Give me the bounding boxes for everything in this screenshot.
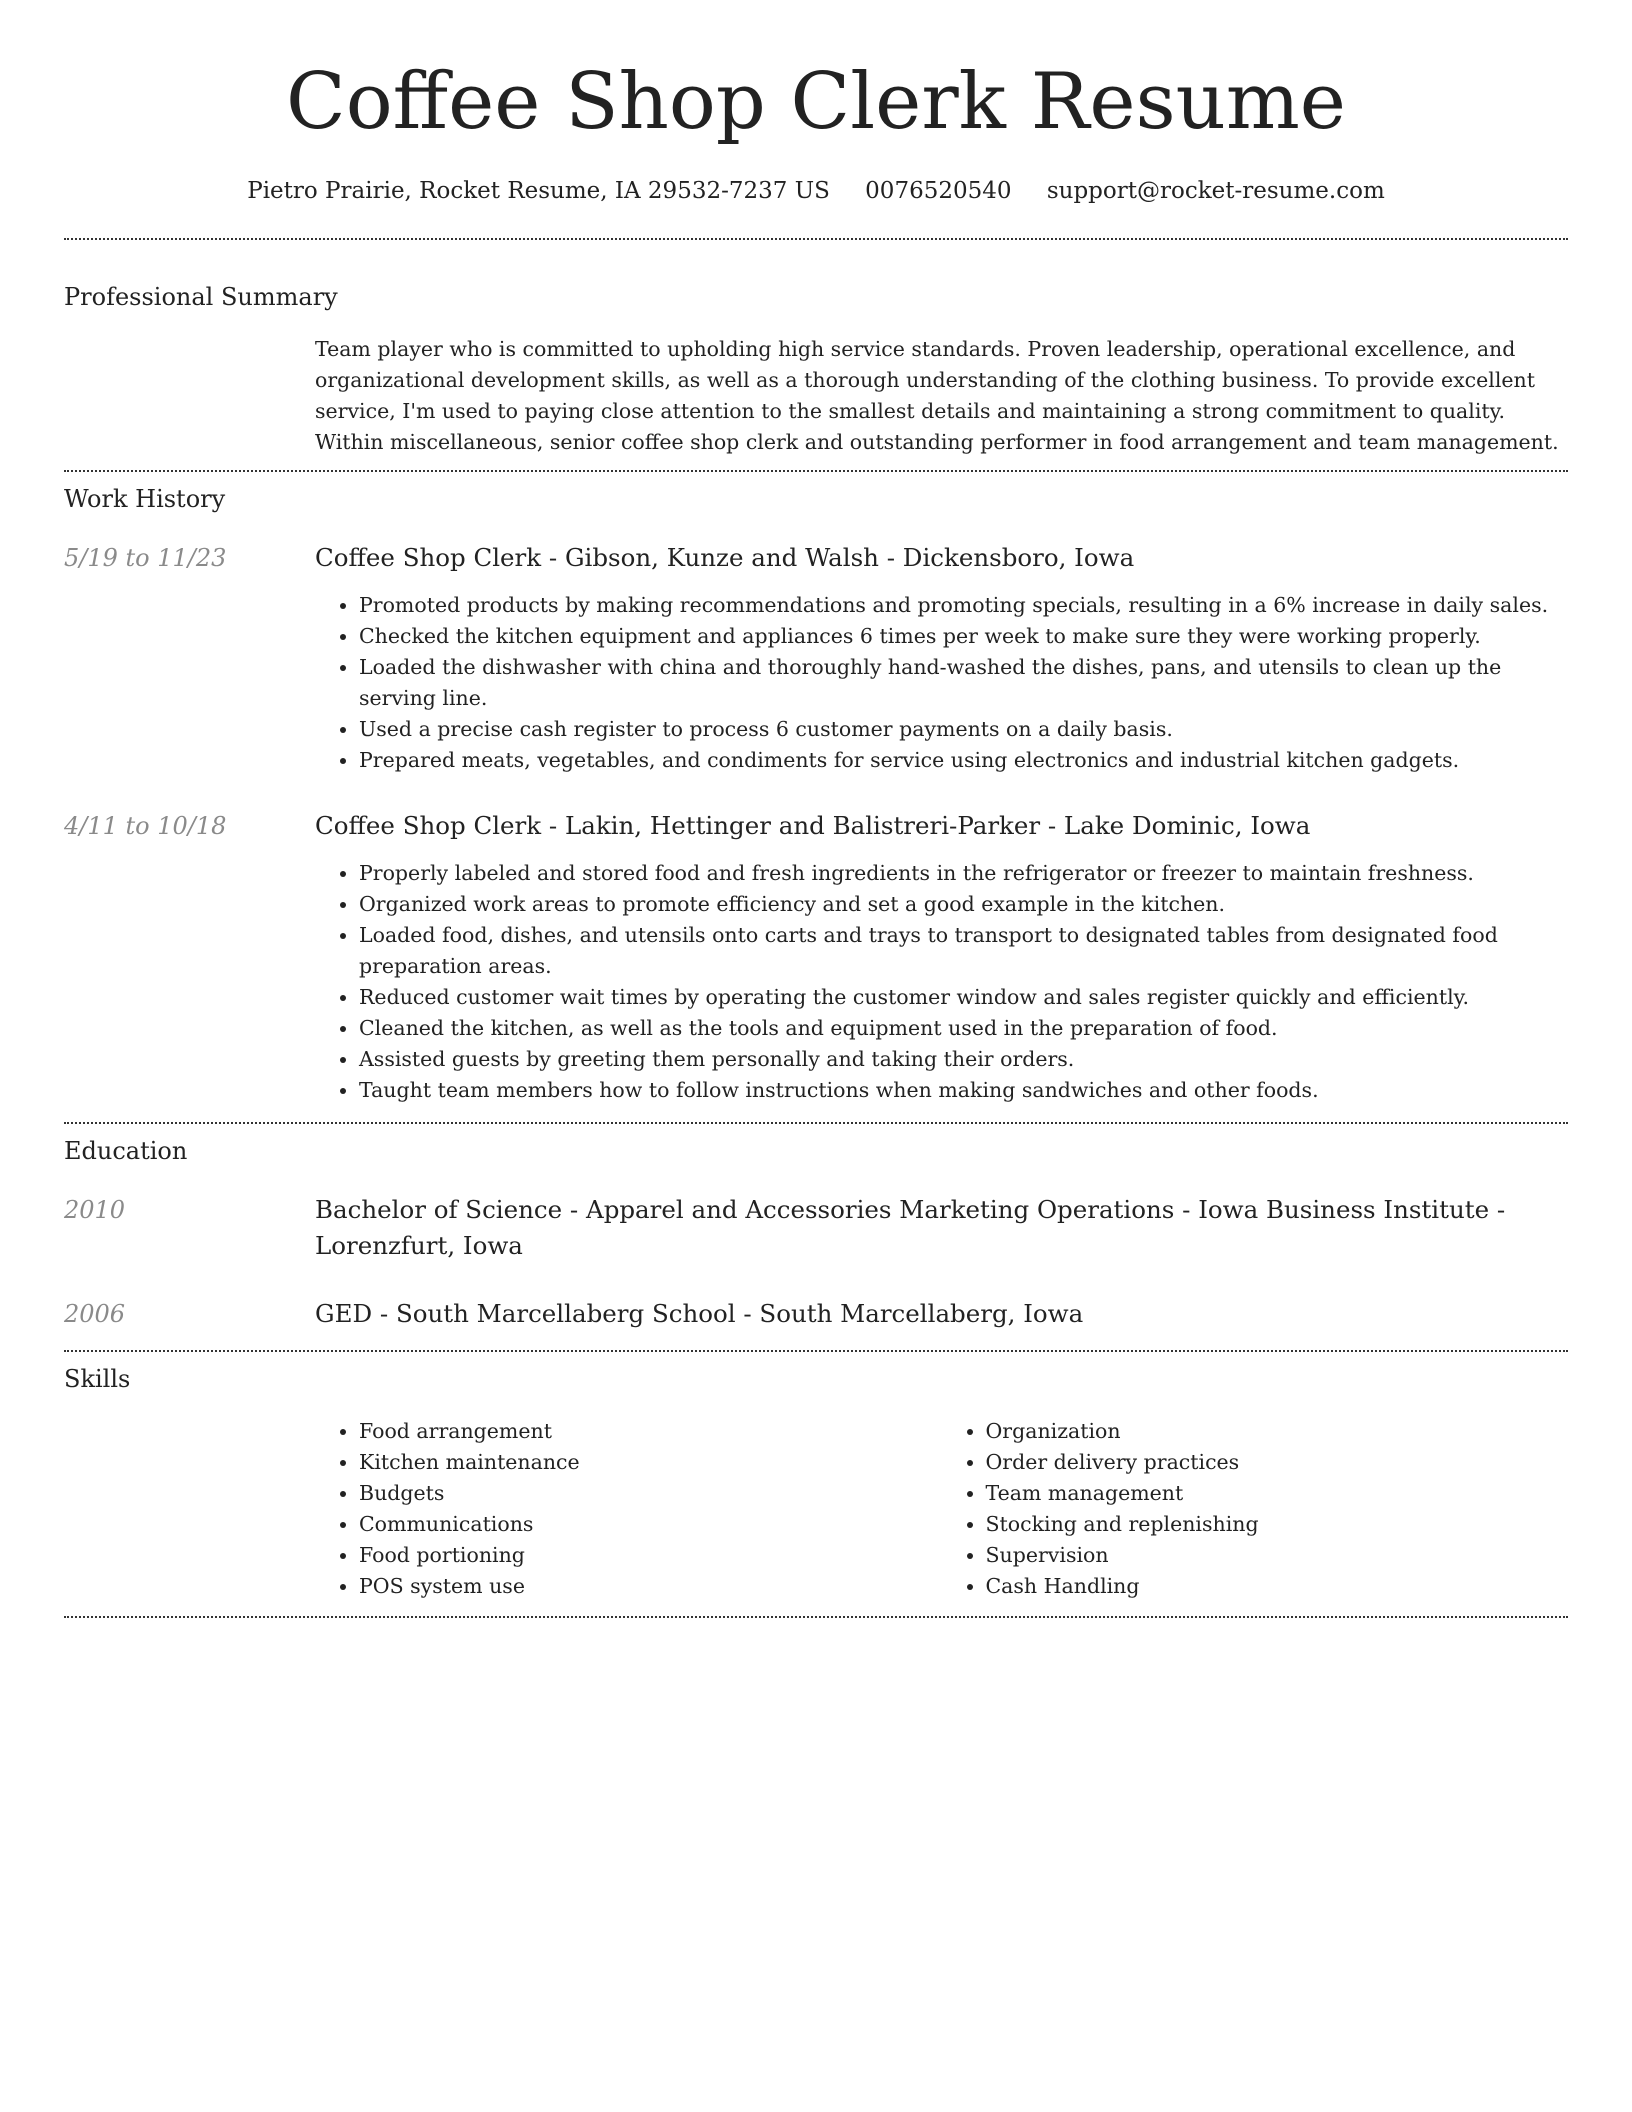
job-title: Coffee Shop Clerk - Gibson, Kunze and Walsh - Dickensboro, Iowa: [315, 543, 1135, 572]
job-entry: [64, 540, 1568, 776]
summary-text: Team player who is committed to upholding high service standards. Proven leadership, operational excellence, and organizational development skills, as well as a thorough understanding of the clothing business. To provide excellent service, I'm used to paying close attention to the smallest details and maintaining a strong commitment to quality. Within miscellaneous, senior coffee shop clerk and outstanding performer in food arrangement and team management.: [315, 337, 1559, 454]
education-body: [315, 1192, 1568, 1264]
skill-item: • Food portioning: [359, 1540, 942, 1571]
skill-item: • Budgets: [359, 1478, 942, 1509]
skill-item: • Organization: [986, 1416, 1569, 1447]
education-degree: Bachelor of Science - Apparel and Accessories Marketing Operations - Iowa Business Institute - Lorenzfurt, Iowa: [315, 1195, 1506, 1260]
job-bullet: • Cleaned the kitchen, as well as the tools and equipment used in the preparation of food.: [359, 1013, 1568, 1044]
section-title-summary: Professional Summary: [64, 283, 338, 311]
skill-item: • Stocking and replenishing: [986, 1509, 1569, 1540]
job-title: Coffee Shop Clerk - Lakin, Hettinger and Balistreri-Parker - Lake Dominic, Iowa: [315, 811, 1311, 840]
job-bullet: • Checked the kitchen equipment and appliances 6 times per week to make sure they were working properly.: [359, 621, 1568, 652]
job-dates: 4/11 to 10/18: [64, 812, 227, 840]
work-history-section: [64, 472, 1568, 1122]
skill-item: • Food arrangement: [359, 1416, 942, 1447]
contact-phone: 0076520540: [865, 178, 1012, 204]
job-body: [315, 808, 1568, 1106]
section-title-education: Education: [64, 1137, 188, 1165]
professional-summary-section: [64, 240, 1568, 470]
resume-header: [64, 0, 1568, 208]
skill-item: • Order delivery practices: [986, 1447, 1569, 1478]
skills-list-left: [315, 1416, 942, 1602]
skill-item: • Communications: [359, 1509, 942, 1540]
section-title-skills: Skills: [64, 1365, 131, 1393]
section-title-work: Work History: [64, 485, 226, 513]
skill-item: • Kitchen maintenance: [359, 1447, 942, 1478]
job-bullet: • Promoted products by making recommendations and promoting specials, resulting in a 6% increase in daily sales.: [359, 590, 1568, 621]
job-bullet: • Reduced customer wait times by operating the customer window and sales register quickly and efficiently.: [359, 982, 1568, 1013]
job-bullet: • Organized work areas to promote efficiency and set a good example in the kitchen.: [359, 889, 1568, 920]
education-year: 2006: [64, 1300, 126, 1328]
job-dates: 5/19 to 11/23: [64, 544, 227, 572]
education-entry: [64, 1192, 1568, 1264]
job-bullet: • Used a precise cash register to process 6 customer payments on a daily basis.: [359, 714, 1568, 745]
contact-email: support@rocket-resume.com: [1046, 178, 1385, 204]
skill-item: • Team management: [986, 1478, 1569, 1509]
education-entry: [64, 1296, 1568, 1332]
contact-address: Pietro Prairie, Rocket Resume, IA 29532-7237 US: [247, 178, 830, 204]
skill-item: • Cash Handling: [986, 1571, 1569, 1602]
job-bullets: [315, 590, 1568, 776]
skill-item: • POS system use: [359, 1571, 942, 1602]
skill-item: • Supervision: [986, 1540, 1569, 1571]
education-section: [64, 1124, 1568, 1350]
skills-section: [64, 1352, 1568, 1616]
job-bullet: • Assisted guests by greeting them personally and taking their orders.: [359, 1044, 1568, 1075]
education-year: 2010: [64, 1196, 126, 1224]
education-degree: GED - South Marcellaberg School - South Marcellaberg, Iowa: [315, 1299, 1084, 1328]
skills-columns: [315, 1416, 1568, 1602]
education-body: [315, 1296, 1568, 1332]
contact-line: [64, 174, 1568, 208]
job-bullet: • Loaded food, dishes, and utensils onto carts and trays to transport to designated tables from designated food preparation areas.: [359, 920, 1568, 982]
job-bullets: [315, 858, 1568, 1106]
job-bullet: • Prepared meats, vegetables, and condiments for service using electronics and industrial kitchen gadgets.: [359, 745, 1568, 776]
job-bullet: • Taught team members how to follow instructions when making sandwiches and other foods.: [359, 1075, 1568, 1106]
job-bullet: • Loaded the dishwasher with china and thoroughly hand-washed the dishes, pans, and utensils to clean up the serving line.: [359, 652, 1568, 714]
job-body: [315, 540, 1568, 776]
job-bullet: • Properly labeled and stored food and fresh ingredients in the refrigerator or freezer to maintain freshness.: [359, 858, 1568, 889]
job-entry: [64, 808, 1568, 1106]
section-divider: [64, 1616, 1568, 1618]
resume-title: Coffee Shop Clerk Resume: [286, 57, 1346, 147]
skills-list-right: [942, 1416, 1569, 1602]
